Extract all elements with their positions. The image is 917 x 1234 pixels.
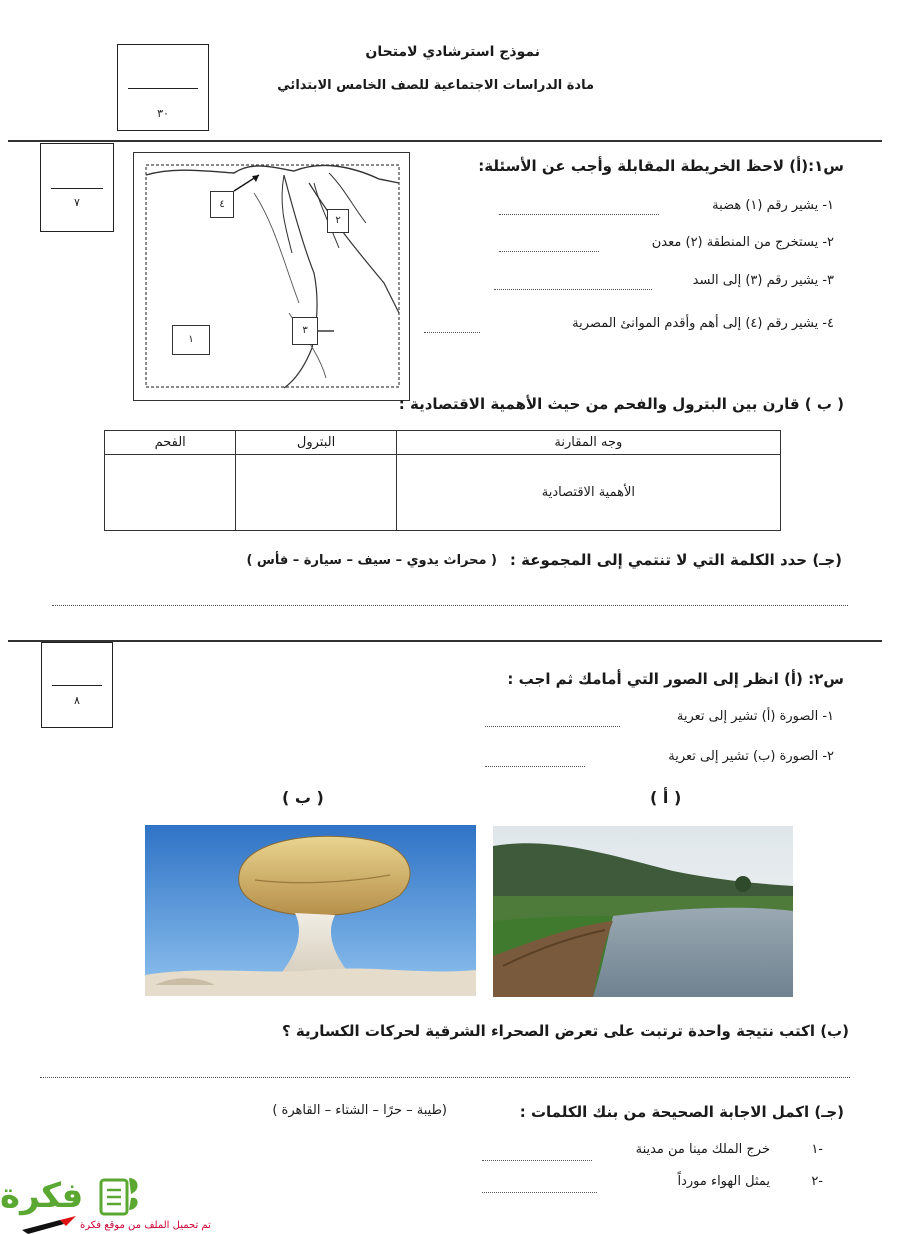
egypt-map-drawing <box>134 153 409 400</box>
q2-a-item-1: ١- الصورة (أ) تشير إلى تعرية <box>676 709 834 724</box>
q1-a-item-3: ٣- يشير رقم (٣) إلى السد <box>692 273 834 288</box>
total-score-box <box>117 44 209 131</box>
divider-2 <box>8 640 882 642</box>
q1-a-item-2: ٢- يستخرج من المنطقة (٢) معدن <box>651 235 834 250</box>
divider-1 <box>8 140 882 142</box>
mushroom-rock-image <box>145 825 476 996</box>
q2-c-item-1: خرج الملك مينا من مدينة <box>635 1142 770 1157</box>
total-score: ٣٠ <box>157 107 169 120</box>
q1-score-box <box>40 143 114 232</box>
q2-a-item-2: ٢- الصورة (ب) تشير إلى تعرية <box>668 749 834 764</box>
table-cell-economic-importance: الأهمية الاقتصادية <box>396 455 780 531</box>
answer-line[interactable] <box>485 726 620 727</box>
image-label-a: ( أ ) <box>650 788 682 807</box>
table-header-petroleum: البترول <box>236 431 396 455</box>
pen-icon <box>20 1216 80 1234</box>
answer-line[interactable] <box>494 289 652 290</box>
q1-a-heading: س١:(أ) لاحظ الخريطة المقابلة وأجب عن الأسئلة: <box>478 157 844 175</box>
map-label-4: ٤ <box>210 191 234 218</box>
answer-line[interactable] <box>52 605 848 606</box>
logo-text: فكرة <box>0 1176 84 1216</box>
q1-c-heading: (جـ) حدد الكلمة التي لا تنتمي إلى المجموعة : <box>509 551 842 569</box>
answer-line[interactable] <box>40 1077 850 1078</box>
table-header-aspect: وجه المقارنة <box>396 431 780 455</box>
table-cell-petroleum-answer[interactable] <box>236 455 396 531</box>
q1-c-words: ( محراث يدوي – سيف – سيارة – فأس ) <box>246 553 497 568</box>
egypt-map <box>133 152 410 401</box>
q2-c-word-bank: (طيبة – حرًا – الشتاء – القاهرة ) <box>272 1103 447 1118</box>
q2-a-heading: س٢: (أ) انظر إلى الصور التي أمامك ثم اجب : <box>507 670 844 688</box>
answer-line[interactable] <box>499 214 659 215</box>
answer-line[interactable] <box>424 332 480 333</box>
q1-a-item-4: ٤- يشير رقم (٤) إلى أهم وأقدم الموانئ المصرية <box>572 316 834 331</box>
q2-c-item-2: يمثل الهواء مورداً <box>677 1174 770 1189</box>
q2-c-heading: (جـ) اكمل الاجابة الصحيحة من بنك الكلمات : <box>519 1103 844 1121</box>
logo-tagline: تم تحميل الملف من موقع فكرة <box>80 1220 211 1231</box>
q2-score-box <box>41 642 113 728</box>
answer-line[interactable] <box>499 251 599 252</box>
table-header-coal: الفحم <box>105 431 236 455</box>
q1-a-item-1: ١- يشير رقم (١) هضبة <box>712 198 834 213</box>
book-icon <box>97 1174 141 1222</box>
image-label-b: ( ب ) <box>282 788 324 807</box>
exam-title: نموذج استرشادي لامتحان <box>365 44 540 60</box>
answer-line[interactable] <box>482 1192 597 1193</box>
river-erosion-image <box>493 826 793 997</box>
comparison-table <box>104 430 781 531</box>
map-label-3: ٣ <box>292 317 318 345</box>
map-label-2: ٢ <box>327 209 349 233</box>
q2-score: ٨ <box>74 694 80 707</box>
map-label-1: ١ <box>172 325 210 355</box>
q2-c-number-1: -١ <box>811 1142 823 1157</box>
answer-line[interactable] <box>485 766 585 767</box>
q1-score: ٧ <box>74 196 80 209</box>
q1-b-heading: ( ب ) قارن بين البترول والفحم من حيث الأهمية الاقتصادية : <box>398 395 844 413</box>
q2-b-heading: (ب) اكتب نتيجة واحدة ترتبت على تعرض الصحراء الشرقية لحركات الكسارية ؟ <box>281 1022 849 1040</box>
table-cell-coal-answer[interactable] <box>105 455 236 531</box>
q2-c-number-2: -٢ <box>811 1174 823 1189</box>
exam-subtitle: مادة الدراسات الاجتماعية للصف الخامس الابتدائي <box>277 78 594 93</box>
answer-line[interactable] <box>482 1160 592 1161</box>
site-logo <box>0 1168 270 1234</box>
